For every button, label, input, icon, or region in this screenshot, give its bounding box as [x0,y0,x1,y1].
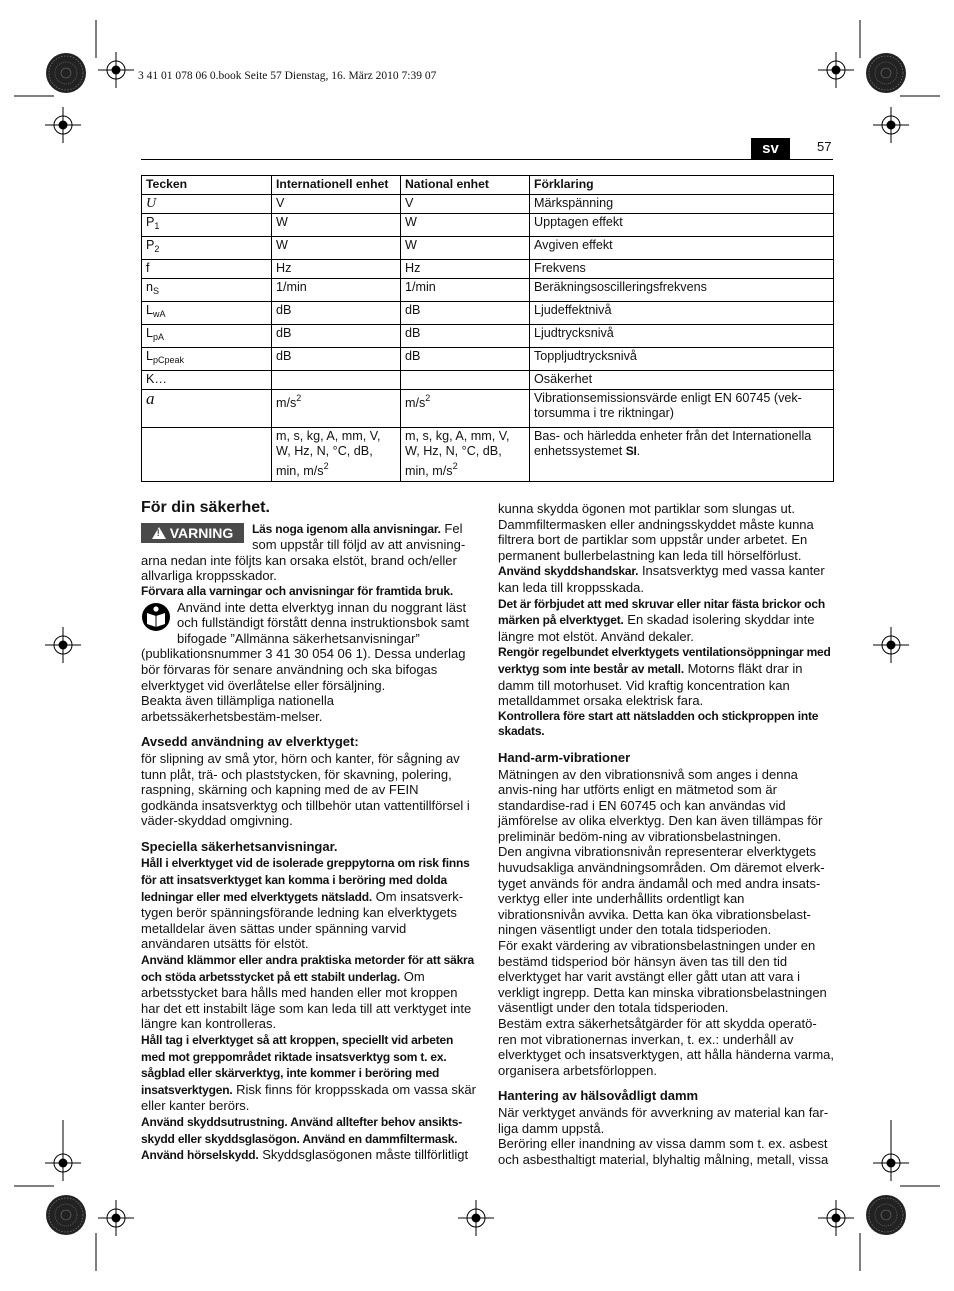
unit-superscript: 2 [452,461,458,471]
read-manual-icon [141,602,171,632]
explanation-cell: Beräkningsoscilleringsfrekvens [530,279,834,302]
explanation-cell: Frekvens [530,260,834,279]
symbol-subscript: pCpeak [153,355,185,365]
national-unit-cell: 1/min [401,279,530,302]
explanation-cell: Ljudtrycksnivå [530,325,834,348]
symbol-table [141,175,834,482]
table-header: Tecken [142,176,272,195]
table-row [142,214,834,237]
safety-item [498,563,834,595]
intl-unit-cell: dB [272,325,401,348]
symbol-subscript: S [153,286,160,296]
symbol-cell [142,279,272,302]
explanation-cell: Toppljudtrycksnivå [530,348,834,371]
symbol: L [146,303,154,317]
explanation-cell: Ljudeffektnivå [530,302,834,325]
intl-unit-cell: W [272,237,401,260]
safety-text: Risk finns för kroppsskada om vassa skär eller kanter berörs. [141,1081,476,1114]
intended-use-text: för slipning av små ytor, hörn och kanter, för sågning av tunn plåt, trä- och plaststycken, för skavning, polering, raspning, skärning och kapning med de av FEIN godkända insatsverktyg och tillbehör utan vattentillförsel i väder-skyddad omgivning. [141,750,470,829]
unit-superscript: 2 [425,393,431,403]
safety-bold: Håll tag i elverktyget så att kroppen, speciellt vid arbeten med mot greppområdet riktade insatsverktyg som t. ex. sågblad eller skärverktyg, inte kommer i beröring med insatsverktygen. [141,1033,454,1097]
symbol-cell [142,195,272,214]
national-unit-cell: W [401,237,530,260]
national-unit-cell: dB [401,348,530,371]
table-row [142,260,834,279]
print-info: 3 41 01 078 06 0.book Seite 57 Dienstag, 16. März 2010 7:39 07 [138,70,437,82]
symbol-subscript: wA [153,309,166,319]
safety-bold: Använd skyddshandskar. [498,564,639,579]
national-unit-cell [401,428,530,482]
symbol-cell [142,325,272,348]
safety-bold: Använd skyddsutrustning. Använd alltefter behov ansikts-skydd eller skyddsglasögon. Använd en dammfiltermask. Använd hörselskydd. [141,1114,463,1163]
safety-text: Skyddsglasögonen måste tillförlitligt [258,1147,469,1163]
symbol-cell [142,302,272,325]
symbol-cell [142,260,272,279]
safety-item [498,596,834,645]
page-number: 57 [817,139,832,154]
explanation-cell [530,428,834,482]
symbol-cell [142,214,272,237]
symbol-cell [142,428,272,482]
symbol: a [146,389,155,408]
national-unit-cell [401,390,530,428]
warning-text: Fel som uppstår till följd av att anvisning-arna nedan inte följts kan orsaka elstöt, brand och/eller allvarliga kroppsskador. [141,520,466,584]
table-row [142,371,834,390]
unit-superscript: 2 [323,461,329,471]
right-column [498,501,834,1167]
header-rule [141,159,833,160]
check-cord: Kontrollera före start att nätsladden och stickproppen inte skadats. [498,708,819,739]
protection-text: kunna skydda ögonen mot partiklar som slungas ut. Dammfiltermasken eller andningsskyddet måste kunna filtrera bort de partiklar som uppstår under arbetet. En permanent bullerbelastning kan leda till hörselförlust. [498,501,814,563]
safety-text: En skadad isolering skyddar inte längre mot elstöt. Använd dekaler. [498,612,815,644]
table-row [142,348,834,371]
table-row [142,279,834,302]
warning-paragraph [141,521,477,584]
vibration-paragraph: Bestäm extra säkerhetsåtgärder för att skydda operatö-ren mot vibrationernas inverkan, t. ex.: underhåll av elverktyget och insatsverktygen, att hålla händerna varma, organisera arbetsförloppen. [498,1016,835,1078]
symbol-cell [142,390,272,428]
intl-unit-cell [272,428,401,482]
symbol: P [146,215,155,229]
keep-instructions: Förvara alla varningar och anvisningar för framtida bruk. [141,583,454,598]
national-unit-cell: Hz [401,260,530,279]
vibration-paragraph: Mätningen av den vibrationsnivå som anges i denna anvis-ning har utförts enligt en mätmetod som är standardise-rad i EN 60745 och kan användas vid jämförelse av olika elverktyg. Den kan även tillämpas för preliminär bedöm-ning av vibrationsbelastningen. [498,766,823,844]
warning-bold: Läs noga igenom alla anvisningar. [252,521,441,536]
symbol-subscript: 2 [154,244,160,254]
unit-superscript: 2 [296,393,302,403]
intl-unit-cell: V [272,195,401,214]
intl-unit-cell: W [272,214,401,237]
national-unit-cell: dB [401,325,530,348]
dust-paragraph: När verktyget används för avverkning av material kan far-liga damm uppstå. [498,1104,829,1136]
explanation-end: . [636,444,641,458]
intl-unit-cell: 1/min [272,279,401,302]
table-row [142,325,834,348]
safety-item [498,644,834,708]
safety-item [141,855,477,952]
symbol-subscript: pA [153,332,165,342]
vibration-title: Hand-arm-vibrationer [498,749,631,765]
safety-bold: Använd klämmor eller andra praktiska metorder för att säkra och stöda arbetsstycket på ett stabilt underlag. [141,953,475,984]
dust-title: Hantering av hälsovådligt damm [498,1088,699,1104]
intl-unit-cell: Hz [272,260,401,279]
unit-text: m/s [405,396,426,410]
explanation-text: Bas- och härledda enheter från det Internationella enhetssystemet [534,429,812,458]
safety-item [141,952,477,1032]
table-row [142,302,834,325]
si-label: SI [625,444,637,458]
intl-unit-cell [272,390,401,428]
section-title: För din säkerhet. [141,499,270,516]
warning-label: VARNING [169,524,234,541]
safety-text: Motorns fläkt drar in damm till motorhuset. Vid kraftig koncentration kan metalldammet orsaka elektrisk fara. [498,660,803,709]
unit-text: m, s, kg, A, mm, V, W, Hz, N, °C, dB, min, m/s [276,429,381,478]
book-text: Använd inte detta elverktyg innan du noggrant läst och fullständigt förstått denna instruktionsbok samt bifogade ”Allmänna säkerhetsanvisningar” (publikationsnummer 3 41 30 054 06 1). Dessa underlag bör förvaras för senare användning och ska bifogas elverktyget vid överlåtelse eller försäljning. [141,599,469,693]
symbol: U [146,196,157,211]
warning-triangle-icon: ! [152,527,166,539]
vibration-paragraph: Den angivna vibrationsnivån representerar elverktygets huvudsakliga användningsområden. Om däremot elverk-tyget används för andra ändamål och med andra insats-verktyg eller inte underhållits ordentligt kan vibrationsnivån avvika. Detta kan öka vibrationsbelast-ningen väsentligt under den totala tidsperioden. [498,844,825,938]
explanation-cell: Vibrationsemissionsvärde enligt EN 60745 (vek-torsumma i tre riktningar) [530,390,834,428]
safety-text: Om arbetsstycket bara hålls med handen eller mot kroppen har det ett instabilt läge som kan leda till att verktyget inte längre kan kontrolleras. [141,968,472,1032]
unit-text: m, s, kg, A, mm, V, W, Hz, N, °C, dB, min, m/s [405,429,510,478]
table-row [142,237,834,260]
explanation-cell: Upptagen effekt [530,214,834,237]
national-unit-cell: V [401,195,530,214]
symbol: L [146,349,154,363]
safety-bold: Håll i elverktyget vid de isolerade greppytorna om risk finns för att insatsverktyget kan komma i beröring med dolda ledningar eller med elverktygets nätsladd. [141,856,470,904]
safety-bold: Rengör regelbundet elverktygets ventilationsöppningar med verktyg som inte består av metall. [498,645,831,676]
safety-text: Insatsverktyg med vassa kanter kan leda till kroppsskada. [498,563,825,595]
table-row [142,390,834,428]
national-unit-cell: dB [401,302,530,325]
symbol: f [146,261,150,275]
intl-unit-cell: dB [272,348,401,371]
intl-unit-cell [272,371,401,390]
explanation-cell: Osäkerhet [530,371,834,390]
dust-paragraph: Beröring eller inandning av vissa damm som t. ex. asbest och asbesthaltigt material, blyhaltig målning, metall, vissa [498,1136,829,1167]
table-row [142,195,834,214]
safety-bold: Det är förbjudet att med skruvar eller nitar fästa brickor och märken på elverktyget. [498,596,826,628]
table-header-row [142,176,834,195]
vibration-paragraph: För exakt värdering av vibrationsbelastningen under en bestämd tidsperiod bör hänsyn även tas till den tid elverktyget har varit avstängt eller gått utan att vara i verkligt ingrepp. Detta kan minska vibrationsbelastningen väsentligt under den totala tidsperioden. [498,938,827,1016]
intl-unit-cell: dB [272,302,401,325]
symbol: K… [146,372,167,386]
national-unit-cell [401,371,530,390]
left-column [141,500,477,1164]
symbol: n [146,280,154,294]
symbol-cell [142,348,272,371]
symbol-subscript: 1 [154,221,160,231]
national-unit-cell: W [401,214,530,237]
symbol: P [146,238,155,252]
special-safety-title: Speciella säkerhetsanvisningar. [141,838,338,854]
symbol: L [146,326,154,340]
warning-badge [141,523,244,543]
safety-item [141,1114,477,1164]
book-paragraph [141,600,477,694]
language-badge: sv [751,138,790,159]
symbol-cell [142,371,272,390]
unit-text: m/s [276,396,297,410]
safety-text: Om insatsverk-tygen berör spänningsförande ledning kan elverktygets metalldelar även sättas under spänning varvid användaren utsätts för elstöt. [141,888,464,952]
table-header: Förklaring [530,176,834,195]
explanation-cell: Avgiven effekt [530,237,834,260]
safety-item [141,1032,477,1114]
explanation-cell: Märkspänning [530,195,834,214]
table-row [142,428,834,482]
intended-use-title: Avsedd användning av elverktyget: [141,734,359,750]
national-rules: Beakta även tillämpliga nationella arbetssäkerhetsbestäm-melser. [141,693,334,724]
table-header: National enhet [401,176,530,195]
table-header: Internationell enhet [272,176,401,195]
symbol-cell [142,237,272,260]
